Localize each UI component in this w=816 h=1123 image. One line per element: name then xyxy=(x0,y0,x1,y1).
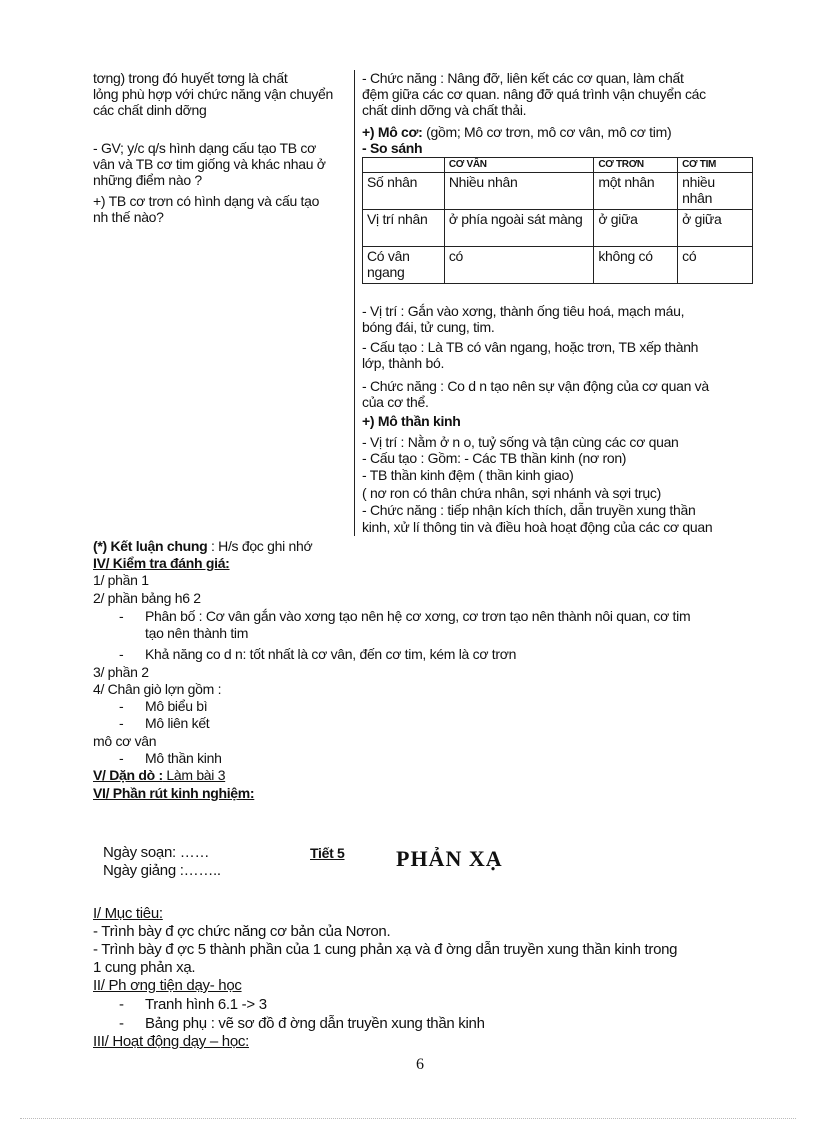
page-bottom-border xyxy=(20,1118,796,1119)
table-row xyxy=(363,210,753,247)
section-heading-iv: IV/ Kiểm tra đánh giá: xyxy=(93,555,230,571)
table-cell: Nhiều nhân xyxy=(444,173,594,210)
table-cell: không có xyxy=(594,247,678,284)
table-cell: có xyxy=(678,247,753,284)
bullet-text: Tranh hình 6.1 -> 3 xyxy=(145,996,267,1013)
table-cell: Có vân ngang xyxy=(363,247,445,284)
bullet-item xyxy=(119,715,209,731)
table-cell: Số nhân xyxy=(363,173,445,210)
dan-do-label: V/ Dặn dò : xyxy=(93,767,163,783)
bullet-item xyxy=(119,1016,485,1032)
table-header-cell xyxy=(363,158,445,173)
lesson-title: PHẢN XẠ xyxy=(396,846,503,871)
ket-luan-label: (*) Kết luận chung xyxy=(93,538,208,554)
table-cell: ở giữa xyxy=(678,210,753,247)
right-text-line: của cơ thể. xyxy=(362,394,429,410)
bullet-text: Bảng phụ : vẽ sơ đồ đ ờng dẫn truyền xung thần kinh xyxy=(145,1015,485,1032)
dan-do-line xyxy=(93,767,225,783)
body-line: - Trình bày đ ợc chức năng cơ bản của Nơron. xyxy=(93,923,391,940)
mo-co-desc: (gồm; Mô cơ trơn, mô cơ vân, mô cơ tim) xyxy=(422,124,672,140)
bullet: - xyxy=(119,608,124,624)
bullet-text: Mô thần kinh xyxy=(145,750,222,766)
table-header-cell: CƠ TRƠN xyxy=(594,158,678,173)
bullet-item xyxy=(119,997,267,1013)
table-row xyxy=(363,173,753,210)
right-text-line: - Chức năng : tiếp nhận kích thích, dẫn truyền xung thần xyxy=(362,502,696,518)
section-heading-vi: VI/ Phần rút kinh nghiệm: xyxy=(93,785,255,801)
table-cell: một nhân xyxy=(594,173,678,210)
right-text-line: chất dinh dỡng và chất thải. xyxy=(362,102,527,118)
right-text-line: - TB thần kinh đệm ( thần kinh giao) xyxy=(362,467,574,483)
right-text-line: bóng đái, tử cung, tim. xyxy=(362,319,495,335)
bullet: - xyxy=(119,698,124,714)
right-text-line: kinh, xử lí thông tin và điều hoà hoạt động của các cơ quan xyxy=(362,519,713,535)
dan-do-text: Làm bài 3 xyxy=(162,767,226,783)
section-heading-muc-tieu: I/ Mục tiêu: xyxy=(93,905,163,922)
bullet-text: Mô liên kết xyxy=(145,715,210,731)
table-cell: ở giữa xyxy=(594,210,678,247)
mo-co-heading xyxy=(362,124,671,140)
ngay-giang: Ngày giảng :…….. xyxy=(103,862,221,879)
table-cell: nhiều nhân xyxy=(678,173,753,210)
bullet: - xyxy=(119,646,124,662)
bullet-item xyxy=(119,698,207,714)
section-heading-phuong-tien: II/ Ph ơng tiện dạy- học xyxy=(93,977,242,994)
right-text-line: ( nơ ron có thân chứa nhân, sợi nhánh và sợi trục) xyxy=(362,485,661,501)
table-header-cell: CƠ TIM xyxy=(678,158,753,173)
section-heading-hoat-dong: III/ Hoạt động dạy – học: xyxy=(93,1033,249,1050)
table-row xyxy=(363,247,753,284)
right-text-line: - Vị trí : Nằm ở n o, tuỷ sống và tận cùng các cơ quan xyxy=(362,434,679,450)
left-text-line: lỏng phù hợp với chức năng vận chuyển xyxy=(93,86,334,102)
right-text-line: đệm giữa các cơ quan. nâng đỡ quá trình vận chuyển các xyxy=(362,86,706,102)
page-number: 6 xyxy=(416,1056,424,1073)
table-cell: ở phía ngoài sát màng xyxy=(444,210,594,247)
right-text-line: - Chức năng : Co d n tạo nên sự vận động của cơ quan và xyxy=(362,378,709,394)
table-cell: Vị trí nhân xyxy=(363,210,445,247)
tiet-label: Tiết 5 xyxy=(310,845,345,861)
table-header-row xyxy=(363,158,753,173)
left-text-line: nh thế nào? xyxy=(93,209,164,225)
body-line: 3/ phần 2 xyxy=(93,664,149,680)
bullet: - xyxy=(119,750,124,766)
column-divider xyxy=(354,70,355,536)
bullet: - xyxy=(119,715,124,731)
body-line: - Trình bày đ ợc 5 thành phần của 1 cung phản xạ và đ ờng dẫn truyền xung thần kinh trong xyxy=(93,941,678,958)
right-text-line: - Cấu tạo : Gồm: - Các TB thần kinh (nơ ron) xyxy=(362,450,627,466)
right-text-line: - Cấu tạo : Là TB có vân ngang, hoặc trơn, TB xếp thành xyxy=(362,339,699,355)
left-text-line: +) TB cơ trơn có hình dạng và cấu tạo xyxy=(93,193,320,209)
comparison-table xyxy=(362,157,753,284)
body-line: 2/ phần bảng h6 2 xyxy=(93,590,201,606)
bullet-continuation: tạo nên thành tim xyxy=(145,625,249,641)
table-header-cell: CƠ VÂN xyxy=(444,158,594,173)
bullet: - xyxy=(119,1015,124,1032)
body-line: 1 cung phản xạ. xyxy=(93,959,196,976)
body-line: 1/ phần 1 xyxy=(93,572,149,588)
bullet-item xyxy=(119,750,222,766)
right-text-line: lớp, thành bó. xyxy=(362,355,445,371)
bullet-text: Phân bố : Cơ vân gắn vào xơng tạo nên hệ cơ xơng, cơ trơn tạo nên thành nôi quan, cơ tim xyxy=(145,608,691,624)
right-text-line: - Chức năng : Nâng đỡ, liên kết các cơ quan, làm chất xyxy=(362,70,684,86)
left-text-line: - GV; y/c q/s hình dạng cấu tạo TB cơ xyxy=(93,140,316,156)
bullet-item xyxy=(119,646,516,662)
body-line: 4/ Chân giò lợn gồm : xyxy=(93,681,222,697)
body-line: mô cơ vân xyxy=(93,733,157,749)
bullet-text: Mô biểu bì xyxy=(145,698,208,714)
bullet-item xyxy=(119,608,690,624)
mo-than-kinh-heading: +) Mô thần kinh xyxy=(362,413,461,429)
ket-luan-text: : H/s đọc ghi nhớ xyxy=(207,538,313,554)
left-text-line: các chất dinh dỡng xyxy=(93,102,207,118)
table-cell: có xyxy=(444,247,594,284)
right-text-line: - Vị trí : Gắn vào xơng, thành ống tiêu hoá, mạch máu, xyxy=(362,303,685,319)
left-text-line: những điểm nào ? xyxy=(93,172,202,188)
ngay-soan: Ngày soạn: …… xyxy=(103,844,210,861)
bullet: - xyxy=(119,996,124,1013)
mo-co-label: +) Mô cơ: xyxy=(362,124,423,140)
left-text-line: tơng) trong đó huyết tơng là chất xyxy=(93,70,288,86)
bullet-text: Khả năng co d n: tốt nhất là cơ vân, đến cơ tim, kém là cơ trơn xyxy=(145,646,517,662)
so-sanh-heading: - So sánh xyxy=(362,140,423,156)
left-text-line: vân và TB cơ tim giống và khác nhau ở xyxy=(93,156,326,172)
ket-luan-line xyxy=(93,538,312,554)
